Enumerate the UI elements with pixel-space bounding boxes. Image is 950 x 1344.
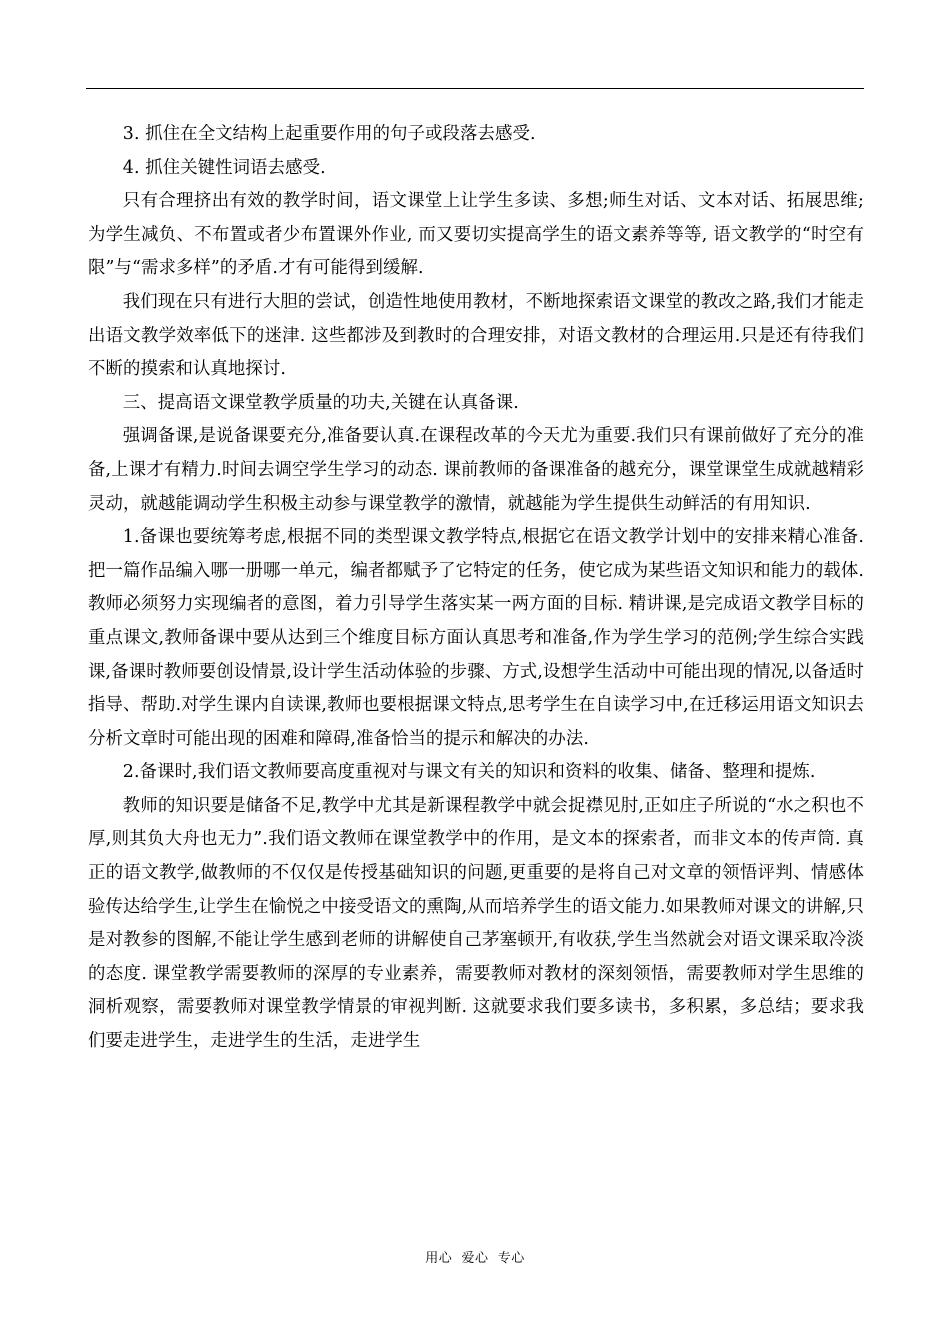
- paragraph: 强调备课,是说备课要充分,准备要认真.在课程改革的今天尤为重要.我们只有课前做好了充分的准备,上课才有精力.时间去调空学生学习的动态. 课前教师的备课准备的越充分，课堂课堂生成就越精彩灵动，就越能调动学生积极主动参与课堂教学的激情，就越能为学生提供生动鲜活的有用知识.: [88, 426, 864, 514]
- paragraph: 4. 抓住关键性词语去感受.: [122, 157, 326, 178]
- section-heading: 三、提高语文课堂教学质量的功夫,关键在认真备课.: [122, 392, 519, 413]
- paragraph: 3. 抓住在全文结构上起重要作用的句子或段落去感受.: [122, 124, 536, 144]
- paragraph: 只有合理挤出有效的教学时间，语文课堂上让学生多读、多想;师生对话、文本对话、拓展思维;为学生减负、不布置或者少布置课外作业, 而又要切实提高学生的语文素养等等, 语文教学的“时空有限”与“需求多样”的矛盾.才有可能得到缓解.: [88, 191, 864, 279]
- paragraph: 2.备课时,我们语文教师要高度重视对与课文有关的知识和资料的收集、储备、整理和提炼.: [122, 762, 816, 783]
- paragraph: 教师的知识要是储备不足,教学中尤其是新课程教学中就会捉襟见肘,正如庄子所说的“水之积也不厚,则其负大舟也无力”.我们语文教师在课堂教学中的作用，是文本的探索者，而非文本的传声筒. 真正的语文教学,做教师的不仅仅是传授基础知识的问题,更重要的是将自己对文章的领悟评判、情感体验传达给学生,让学生在愉悦之中接受语文的熏陶,从而培养学生的语文能力.如果教师对课文的讲解,只是对教参的图解,不能让学生感到老师的讲解使自己茅塞顿开,有收获,学生当然就会对语文课采取冷淡的态度. 课堂教学需要教师的深厚的专业素养，需要教师对教材的深刻领悟，需要教师对学生思维的洞析观察，需要教师对课堂教学情景的审视判断. 这就要求我们要多读书，多积累，多总结；要求我们要走进学生，走进学生的生活，走进学生: [88, 795, 864, 1052]
- header-rule: [86, 88, 864, 89]
- paragraph: 1.备课也要统筹考虑,根据不同的类型课文教学特点,根据它在语文教学计划中的安排来精心准备.把一篇作品编入哪一册哪一单元，编者都赋予了它特定的任务，使它成为某些语文知识和能力的载体. 教师必须努力实现编者的意图，着力引导学生落实某一两方面的目标. 精讲课,是完成语文教学目标的重点课文,教师备课中要从达到三个维度目标方面认真思考和准备,作为学生学习的范例;学生综合实践课,备课时教师要创设情景,设计学生活动体验的步骤、方式,设想学生活动中可能出现的情况,以备适时指导、帮助.对学生课内自读课,教师也要根据课文特点,思考学生在自读学习中,在迁移运用语文知识去分析文章时可能出现的困难和障碍,准备恰当的提示和解决的办法.: [88, 527, 864, 749]
- paragraph: 我们现在只有进行大胆的尝试，创造性地使用教材，不断地探索语文课堂的教改之路,我们才能走出语文教学效率低下的迷津. 这些都涉及到教时的合理安排，对语文教材的合理运用.只是还有待我们不断的摸索和认真地探讨.: [88, 291, 864, 380]
- page-footer: 用心 爱心 专心: [425, 1251, 525, 1266]
- document-body: [88, 118, 864, 1059]
